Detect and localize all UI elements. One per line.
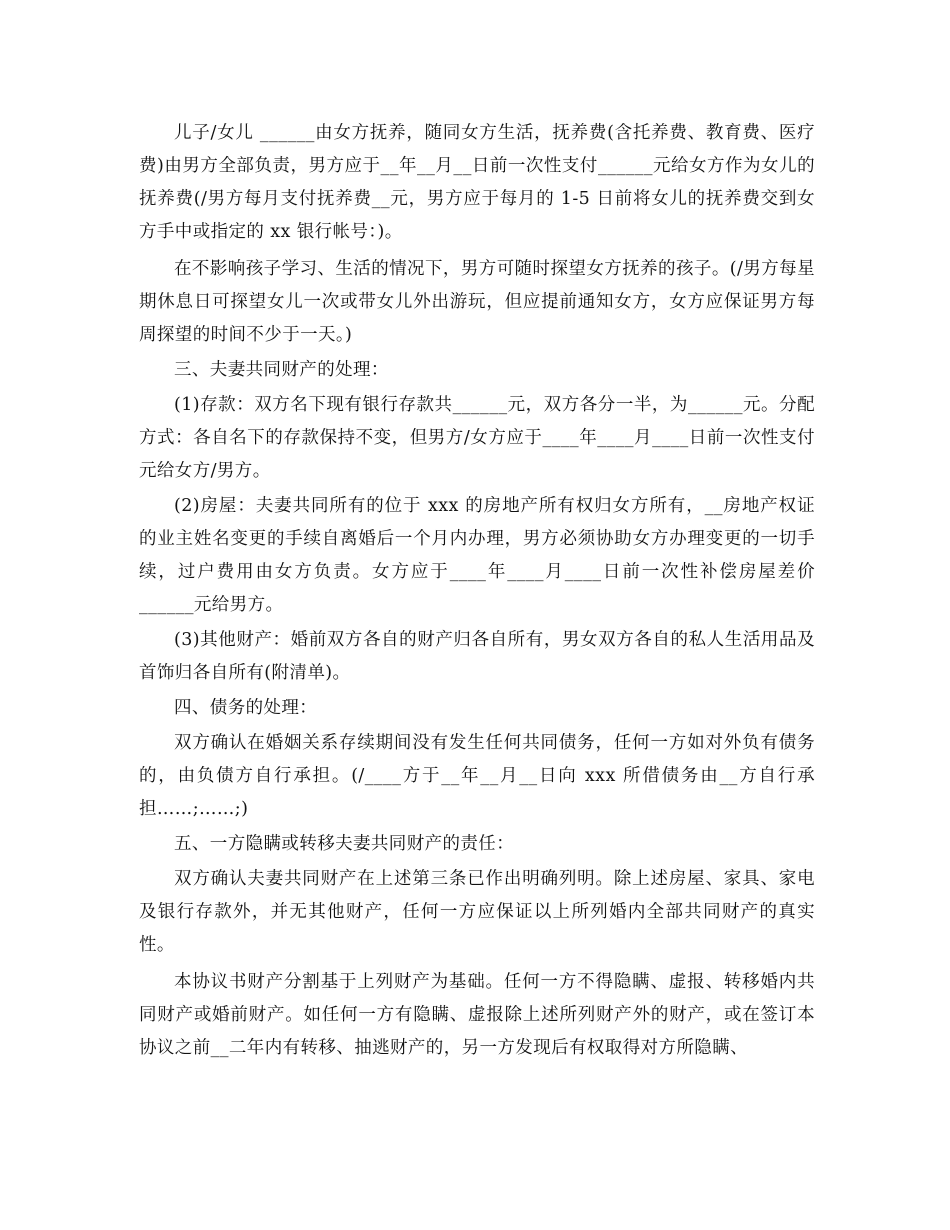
section-heading-debts: 四、债务的处理：	[174, 698, 318, 718]
paragraph-child-custody: 儿子/女儿 ______由女方抚养，随同女方生活，抚养费(含托养费、教育费、医疗费)由男方全部负责，男方应于__年__月__日前一次性支付______元给女方作为女儿的抚养费(/男方每月支付抚养费__元，男方应于每月的 1-5 日前将女儿的抚养费交到女方手中或指定的 xx 银行帐号：)。	[139, 123, 815, 242]
paragraph-property-division-basis: 本协议书财产分割基于上列财产为基础。任何一方不得隐瞒、虚报、转移婚内共同财产或婚前财产。如任何一方有隐瞒、虚报除上述所列财产外的财产，或在签订本协议之前__二年内有转移、抽逃财产的，另一方发现后有权取得对方所隐瞒、	[139, 972, 815, 1058]
section-heading-concealment: 五、一方隐瞒或转移夫妻共同财产的责任：	[174, 834, 515, 854]
paragraph-visitation: 在不影响孩子学习、生活的情况下，男方可随时探望女方抚养的孩子。(/男方每星期休息日可探望女儿一次或带女儿外出游玩，但应提前通知女方，女方应保证男方每周探望的时间不少于一天。)	[139, 259, 815, 345]
section-heading-property: 三、夫妻共同财产的处理：	[174, 360, 389, 380]
document-body	[139, 117, 821, 1067]
paragraph-house: (2)房屋：夫妻共同所有的位于 xxx 的房地产所有权归女方所有，__房地产权证的业主姓名变更的手续自离婚后一个月内办理，男方必须协助女方办理变更的一切手续，过户费用由女方负责。女方应于____年____月____日前一次性补偿房屋差价______元给男方。	[139, 496, 815, 615]
paragraph-debts: 双方确认在婚姻关系存续期间没有发生任何共同债务，任何一方如对外负有债务的，由负债方自行承担。(/____方于__年__月__日向 xxx 所借债务由__方自行承担……;……;)	[139, 733, 815, 819]
paragraph-savings: (1)存款：双方名下现有银行存款共______元，双方各分一半，为______元。分配方式：各自名下的存款保持不变，但男方/女方应于____年____月____日前一次性支付 元给女方/男方。	[139, 395, 821, 481]
paragraph-property-confirmation: 双方确认夫妻共同财产在上述第三条已作出明确列明。除上述房屋、家具、家电及银行存款外，并无其他财产，任何一方应保证以上所列婚内全部共同财产的真实性。	[139, 869, 815, 955]
paragraph-other-property: (3)其他财产：婚前双方各自的财产归各自所有，男女双方各自的私人生活用品及首饰归各自所有(附清单)。	[139, 630, 815, 683]
